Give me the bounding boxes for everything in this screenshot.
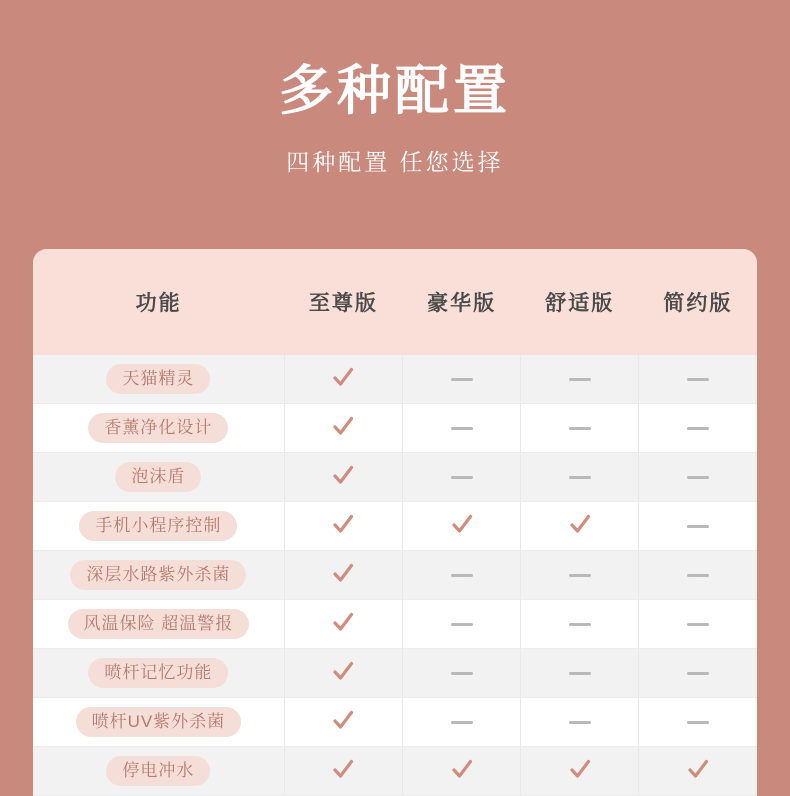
check-icon bbox=[331, 610, 355, 634]
dash-icon bbox=[687, 623, 709, 626]
support-cell bbox=[521, 747, 639, 796]
support-cell bbox=[521, 600, 639, 649]
feature-label: 风温保险 超温警报 bbox=[68, 609, 250, 640]
feature-label: 停电冲水 bbox=[106, 756, 210, 787]
feature-cell bbox=[33, 502, 284, 551]
check-icon bbox=[331, 659, 355, 683]
check-icon bbox=[331, 757, 355, 781]
feature-label: 手机小程序控制 bbox=[79, 511, 237, 542]
support-cell bbox=[403, 698, 521, 747]
dash-icon bbox=[687, 672, 709, 675]
support-cell bbox=[284, 404, 402, 453]
config-comparison-table bbox=[33, 249, 757, 796]
support-cell bbox=[521, 502, 639, 551]
support-cell bbox=[403, 355, 521, 404]
dash-icon bbox=[569, 427, 591, 430]
check-icon bbox=[450, 512, 474, 536]
support-cell bbox=[284, 355, 402, 404]
support-cell bbox=[639, 649, 757, 698]
check-icon bbox=[331, 512, 355, 536]
table-row bbox=[33, 453, 757, 502]
check-icon bbox=[331, 561, 355, 585]
dash-icon bbox=[451, 476, 473, 479]
feature-label: 泡沫盾 bbox=[115, 462, 201, 493]
support-cell bbox=[284, 600, 402, 649]
column-header-version-4: 简约版 bbox=[639, 249, 757, 355]
support-cell bbox=[284, 698, 402, 747]
feature-cell bbox=[33, 355, 284, 404]
check-icon bbox=[331, 708, 355, 732]
dash-icon bbox=[687, 574, 709, 577]
table-row bbox=[33, 649, 757, 698]
table-row bbox=[33, 551, 757, 600]
dash-icon bbox=[569, 623, 591, 626]
dash-icon bbox=[569, 476, 591, 479]
support-cell bbox=[521, 355, 639, 404]
dash-icon bbox=[569, 378, 591, 381]
support-cell bbox=[639, 600, 757, 649]
dash-icon bbox=[687, 427, 709, 430]
feature-cell bbox=[33, 453, 284, 502]
check-icon bbox=[450, 757, 474, 781]
support-cell bbox=[403, 551, 521, 600]
support-cell bbox=[403, 453, 521, 502]
dash-icon bbox=[687, 525, 709, 528]
dash-icon bbox=[687, 378, 709, 381]
table-row bbox=[33, 600, 757, 649]
support-cell bbox=[403, 404, 521, 453]
feature-cell bbox=[33, 649, 284, 698]
support-cell bbox=[521, 698, 639, 747]
check-icon bbox=[568, 757, 592, 781]
table-row bbox=[33, 355, 757, 404]
support-cell bbox=[639, 404, 757, 453]
support-cell bbox=[639, 355, 757, 404]
column-header-version-3: 舒适版 bbox=[521, 249, 639, 355]
support-cell bbox=[403, 502, 521, 551]
column-header-version-1: 至尊版 bbox=[284, 249, 402, 355]
table-row bbox=[33, 404, 757, 453]
support-cell bbox=[639, 502, 757, 551]
check-icon bbox=[331, 463, 355, 487]
support-cell bbox=[639, 453, 757, 502]
column-header-version-2: 豪华版 bbox=[403, 249, 521, 355]
hero-section bbox=[0, 0, 790, 177]
check-icon bbox=[331, 414, 355, 438]
support-cell bbox=[521, 649, 639, 698]
check-icon bbox=[686, 757, 710, 781]
table-row bbox=[33, 747, 757, 796]
dash-icon bbox=[687, 721, 709, 724]
table-row bbox=[33, 502, 757, 551]
dash-icon bbox=[451, 672, 473, 675]
support-cell bbox=[284, 649, 402, 698]
support-cell bbox=[284, 502, 402, 551]
table-header-row bbox=[33, 249, 757, 355]
dash-icon bbox=[451, 378, 473, 381]
dash-icon bbox=[569, 574, 591, 577]
feature-cell bbox=[33, 698, 284, 747]
feature-cell bbox=[33, 600, 284, 649]
feature-label: 深层水路紫外杀菌 bbox=[70, 560, 246, 591]
support-cell bbox=[403, 747, 521, 796]
feature-cell bbox=[33, 404, 284, 453]
dash-icon bbox=[687, 476, 709, 479]
support-cell bbox=[639, 551, 757, 600]
page-subtitle: 四种配置 任您选择 bbox=[286, 149, 504, 176]
dash-icon bbox=[569, 721, 591, 724]
dash-icon bbox=[569, 672, 591, 675]
dash-icon bbox=[451, 623, 473, 626]
feature-cell bbox=[33, 551, 284, 600]
column-header-feature: 功能 bbox=[33, 249, 284, 355]
support-cell bbox=[521, 551, 639, 600]
support-cell bbox=[403, 649, 521, 698]
support-cell bbox=[521, 453, 639, 502]
dash-icon bbox=[451, 721, 473, 724]
feature-label: 香薰净化设计 bbox=[88, 413, 228, 444]
feature-label: 喷杆记忆功能 bbox=[88, 658, 228, 689]
dash-icon bbox=[451, 427, 473, 430]
table-body bbox=[33, 355, 757, 796]
dash-icon bbox=[451, 574, 473, 577]
feature-label: 喷杆UV紫外杀菌 bbox=[76, 707, 242, 738]
table-row bbox=[33, 698, 757, 747]
support-cell bbox=[521, 404, 639, 453]
feature-label: 天猫精灵 bbox=[106, 364, 210, 395]
config-table-card bbox=[33, 249, 757, 796]
table-head bbox=[33, 249, 757, 355]
support-cell bbox=[639, 698, 757, 747]
check-icon bbox=[331, 365, 355, 389]
feature-cell bbox=[33, 747, 284, 796]
page-title: 多种配置 bbox=[279, 61, 511, 121]
support-cell bbox=[639, 747, 757, 796]
support-cell bbox=[403, 600, 521, 649]
check-icon bbox=[568, 512, 592, 536]
support-cell bbox=[284, 551, 402, 600]
support-cell bbox=[284, 453, 402, 502]
support-cell bbox=[284, 747, 402, 796]
